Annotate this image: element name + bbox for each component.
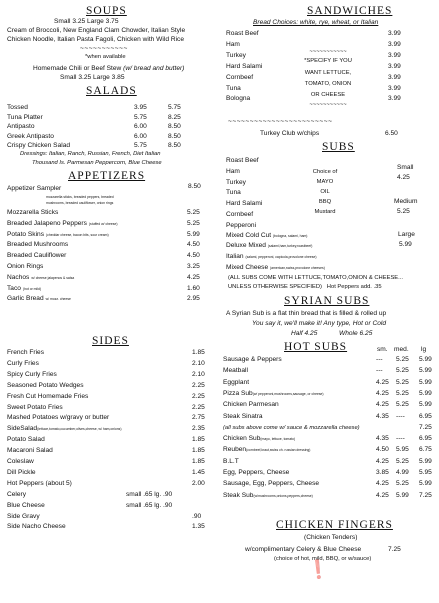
hot-sub-large-price: 5.95 <box>419 469 432 476</box>
hot-sub-medium-price: 5.25 <box>396 457 409 465</box>
sub-meat-name: Ham <box>226 167 240 175</box>
hot-sub-medium-price: 5.25 <box>396 367 409 375</box>
hot-sub-desc: (w/ pepperoni,mushrooms,sausage, or cheese) <box>252 391 324 396</box>
hot-sub-large-price: 5.99 <box>419 457 432 465</box>
sandwiches-bread: Bread Choices: white, rye, wheat, or Italian <box>253 19 379 26</box>
sandwich-note-1: ~~~~~~~~~~~ <box>309 49 347 55</box>
sandwich-name: Tuna <box>226 84 241 92</box>
hot-sub-large-price: 5.99 <box>419 367 432 375</box>
hot-sub-large-price: 6.95 <box>419 412 432 420</box>
sandwich-price: 3.99 <box>388 84 401 92</box>
hot-sub-row <box>223 368 248 375</box>
appetizer-name: Breaded Jalapeno Peppers <box>7 219 87 227</box>
hot-sub-medium-price: 5.95 <box>396 446 409 454</box>
sandwiches-heading: SANDWICHES <box>307 5 393 17</box>
chicken-fingers-price: 7.25 <box>388 546 401 553</box>
hot-sub-row <box>223 493 313 500</box>
chicken-fingers-heading: CHICKEN FINGERS <box>276 519 393 531</box>
salad-name: Antipasto <box>7 123 35 130</box>
salads-heading: SALADS <box>86 85 137 97</box>
salads-dressings-1: Dressings: Italian, Ranch, Russian, French, Diet Italian <box>20 151 161 157</box>
sub-meat-name: Hard Salami <box>226 200 263 208</box>
syrian-line-1: A Syrian Sub is a flat thin bread that is filled & rolled up <box>226 310 387 317</box>
appetizer-row <box>7 275 74 282</box>
hot-sub-desc: (w/mushrooms,onions,peppers,cheese) <box>253 493 313 498</box>
chicken-fingers-choice: (choice of hot, mild, BBQ, or w/sauce) <box>274 556 372 562</box>
sub-deluxe <box>226 243 312 250</box>
sub-mixed-cold <box>226 233 307 240</box>
hot-sub-medium-price: ---- <box>396 435 405 443</box>
salad-small-price: 5.75 <box>134 142 147 149</box>
hot-sub-small-price: 4.25 <box>376 401 389 409</box>
hot-sub-row <box>223 357 282 364</box>
subs-large-price: 5.99 <box>399 241 412 248</box>
subs-medium-label: Medium <box>394 198 418 205</box>
hot-sub-name: Steak Sinatra <box>223 412 263 420</box>
subs-unless-note <box>228 285 382 291</box>
syrian-whole: Whole 6.25 <box>339 330 373 337</box>
hot-sub-name: Eggplant <box>223 378 250 386</box>
appetizer-sampler-name: Appetizer Sampler <box>7 185 62 192</box>
side-row <box>7 437 45 444</box>
hot-sub-row <box>223 402 279 409</box>
side-name: Curly Fries <box>7 359 39 367</box>
appetizer-price: 5.25 <box>187 219 200 227</box>
sandwich-price: 3.99 <box>388 30 401 37</box>
hot-sub-medium-price: 5.25 <box>396 378 409 386</box>
subs-unless-text: UNLESS OTHERWISE SPECIFIED) <box>228 284 322 290</box>
hot-subs-col-sm: sm. <box>377 346 388 353</box>
appetizer-desc: (stuffed w/ cheese) <box>88 221 118 226</box>
salad-small-price: 3.95 <box>134 104 147 111</box>
salad-large-price: 8.50 <box>168 123 181 130</box>
homemade-line <box>33 66 184 73</box>
hot-sub-small-price: 4.35 <box>376 412 389 420</box>
side-price: 2.75 <box>192 414 205 422</box>
hot-sub-small-price: 4.25 <box>376 491 389 499</box>
side-price: 1.85 <box>192 447 205 455</box>
subs-small-price: 4.25 <box>397 174 410 181</box>
sandwich-name: Cornbeef <box>226 73 254 81</box>
side-name: Hot Peppers (about 5) <box>7 479 72 487</box>
sandwiches-dashes: ~~~~~~~~~~~~~~~~~~~~~~~~ <box>228 118 333 125</box>
hot-sub-medium-price: ---- <box>396 412 405 420</box>
subs-medium-price: 5.25 <box>397 208 410 215</box>
sandwich-name: Roast Beef <box>226 30 259 37</box>
side-row <box>7 361 39 368</box>
hot-sub-row <box>223 380 249 387</box>
hot-sub-large-price: 5.99 <box>419 389 432 397</box>
appetizer-row <box>7 253 68 260</box>
hot-sub-name: Meatball <box>223 367 248 375</box>
salad-large-price: 8.50 <box>168 142 181 149</box>
hot-sub-large-price: 6.95 <box>419 435 432 443</box>
hot-sub-row <box>223 459 239 466</box>
hot-sub-medium-price: 5.25 <box>396 480 409 488</box>
chicken-fingers-line: w/complimentary Celery & Blue Cheese <box>245 546 362 553</box>
side-price: 2.00 <box>192 479 205 487</box>
appetizer-desc: (hot or mild) <box>22 286 42 291</box>
side-row <box>7 350 44 357</box>
hot-sub-large-price: 6.75 <box>419 446 432 454</box>
sides-heading: SIDES <box>92 335 129 347</box>
side-row <box>7 470 36 477</box>
turkey-club-price: 6.50 <box>385 130 398 137</box>
sandwich-note-5: OR CHEESE <box>310 92 346 98</box>
side-price: 2.25 <box>192 392 205 400</box>
side-price: .90 <box>192 512 202 520</box>
salad-small-price: 6.00 <box>134 132 147 140</box>
hot-sub-small-price: 4.35 <box>376 435 389 443</box>
appetizer-price: 3.25 <box>187 263 200 270</box>
sandwich-note-6: ~~~~~~~~~~~ <box>309 102 347 108</box>
side-row <box>7 426 122 433</box>
appetizer-row <box>7 264 45 271</box>
homemade-note: (w/ bread and butter) <box>123 65 185 72</box>
side-name: SideSalad <box>7 425 38 433</box>
hot-sub-small-price: 4.25 <box>376 480 389 488</box>
appetizer-name: Breaded Mushrooms <box>7 241 69 249</box>
salad-name: Greek Antipasto <box>7 132 54 140</box>
salads-dressings-2: Thousand Is. Parmesan Peppercorn, Blue Cheese <box>32 160 162 166</box>
appetizer-row <box>7 232 109 239</box>
hot-sub-small-price: 3.85 <box>376 469 389 476</box>
side-price: 2.25 <box>192 381 205 389</box>
side-size-prices: small .65 lg. .90 <box>126 490 173 498</box>
appetizer-row <box>7 221 118 228</box>
side-row <box>7 415 109 422</box>
side-row <box>7 383 84 390</box>
side-price: 1.45 <box>192 468 205 476</box>
appetizer-desc: (cheddar cheese, bacon bits, sour cream) <box>46 232 109 237</box>
side-price: 2.35 <box>192 425 205 433</box>
sub-meat-name: Roast Beef <box>226 157 259 164</box>
sub-mixed-cheese-name: Mixed Cheese <box>226 264 269 271</box>
sub-italian-name: Italian <box>226 253 244 260</box>
side-price: 1.85 <box>192 458 205 465</box>
appetizer-price: 5.25 <box>187 209 200 216</box>
appetizers-heading: APPETIZERS <box>68 170 146 182</box>
hot-sub-name: Chicken Parmesan <box>223 401 279 409</box>
sub-condiment: Mustard <box>314 209 336 215</box>
hot-sub-name: Chicken Sub <box>223 435 261 443</box>
sub-italian <box>226 254 317 261</box>
side-row <box>7 524 66 531</box>
homemade-prices: Small 3.25 Large 3.85 <box>60 74 125 81</box>
sub-condiment: BBQ <box>318 199 332 205</box>
sub-italian-desc: (salami, pepperoni, capicola,provolone cheese) <box>245 255 317 259</box>
sub-deluxe-name: Deluxe Mixed <box>226 242 266 249</box>
side-name: Side Gravy <box>7 512 40 520</box>
salad-large-price: 8.25 <box>168 113 181 121</box>
side-desc: (lettuce,tomato,cucumber,olives,cheese, w/ ham,onions) <box>37 427 122 432</box>
syrian-half: Half 4.25 <box>291 330 318 337</box>
sub-condiment: Choice of <box>312 169 338 175</box>
hot-sub-large-price: 5.99 <box>419 356 432 363</box>
hot-sub-medium-price: 5.25 <box>396 389 409 397</box>
sub-mixed-cold-desc: (bologna, salami, ham) <box>272 234 308 238</box>
side-price: 2.25 <box>192 403 205 411</box>
appetizer-row <box>7 242 70 249</box>
sandwich-price: 3.99 <box>388 51 401 59</box>
appetizer-price: 4.25 <box>187 273 200 281</box>
subs-small-label: Small <box>397 164 414 171</box>
soups-heading: SOUPS <box>86 5 127 17</box>
sub-mixed-cheese <box>226 265 325 272</box>
sandwich-note-3: WANT LETTUCE, <box>304 70 352 76</box>
sub-condiment: MAYO <box>316 179 334 185</box>
sandwich-name: Bologna <box>226 95 251 103</box>
sub-meat-name: Tuna <box>226 189 241 197</box>
hot-sub-name: Reuben <box>223 446 247 454</box>
side-price: 1.35 <box>192 523 205 531</box>
side-price: 2.10 <box>192 370 205 378</box>
turkey-club-name: Turkey Club w/chips <box>260 130 320 137</box>
salad-name: Crispy Chicken Salad <box>7 142 71 149</box>
side-price: 2.10 <box>192 359 205 367</box>
hot-subs-heading: HOT SUBS <box>284 341 348 353</box>
sandwich-price: 3.99 <box>388 40 401 48</box>
hot-sub-small-price: 4.50 <box>376 446 389 454</box>
sandwich-price: 3.99 <box>388 73 401 81</box>
soups-line-1: Cream of Broccoli, New England Clam Chowder, Italian Style <box>7 27 186 34</box>
appetizer-price: 4.50 <box>187 252 200 260</box>
appetizer-row <box>7 286 41 293</box>
hot-sub-row <box>223 414 263 421</box>
sandwich-name: Turkey <box>226 51 246 59</box>
appetizer-price: 5.99 <box>187 230 200 238</box>
hot-subs-col-med: med. <box>394 346 409 353</box>
appetizer-desc: w/ mozz. cheese <box>45 297 71 302</box>
hot-sub-desc: (mayo, lettuce, tomato) <box>260 437 296 442</box>
appetizer-name: Garlic Bread <box>7 295 44 303</box>
side-name: Celery <box>7 490 27 498</box>
subs-large-label: Large <box>398 231 415 238</box>
sandwich-note-4: TOMATO, ONION <box>304 81 352 87</box>
hot-sub-medium-price: 5.99 <box>396 491 409 499</box>
side-name: Mashed Potatoes w/gravy or butter <box>7 414 110 422</box>
hot-sub-large-price: 5.99 <box>419 378 432 386</box>
salad-small-price: 5.75 <box>134 113 147 121</box>
hot-sub-medium-price: 4.99 <box>396 469 409 476</box>
hot-sub-name: Steak Sub <box>223 491 254 499</box>
hot-sub-row <box>223 436 295 443</box>
side-name: Spicy Curly Fries <box>7 370 57 378</box>
side-row <box>7 459 34 466</box>
side-row <box>7 503 45 510</box>
sandwich-name: Ham <box>226 40 240 48</box>
side-row <box>7 481 72 488</box>
hot-sub-desc: (all subs above come w/ sauce & mozzarella cheese) <box>223 424 360 431</box>
hot-sub-row <box>223 391 324 398</box>
hot-sub-small-price: --- <box>376 356 383 363</box>
subs-hot-peppers: Hot Peppers add. .35 <box>326 284 382 290</box>
side-row <box>7 372 57 379</box>
appetizer-name: Potato Skins <box>7 230 45 238</box>
side-row <box>7 394 88 401</box>
sub-deluxe-desc: (salami,ham,turkey,roastbeef) <box>267 244 313 248</box>
side-name: Fresh Cut Homemade Fries <box>7 392 89 400</box>
appetizer-name: Taco <box>7 284 21 292</box>
hot-sub-name: Sausage & Peppers <box>223 356 282 363</box>
appetizer-name: Mozzarella Sticks <box>7 209 59 216</box>
side-row <box>7 405 63 412</box>
salad-small-price: 6.00 <box>134 123 147 130</box>
sandwich-price: 3.99 <box>388 95 401 103</box>
side-name: Side Nacho Cheese <box>7 523 66 531</box>
side-price: 1.85 <box>192 436 205 444</box>
appetizer-sampler-desc-1: mozzarella sticks, breaded peppers, breaded <box>46 195 114 199</box>
hot-sub-medium-price: 5.25 <box>396 401 409 409</box>
appetizer-desc: w/ cheese jalapenos & salsa <box>31 275 75 280</box>
hot-sub-small-price: 4.25 <box>376 389 389 397</box>
side-name: Sweet Potato Fries <box>7 403 63 411</box>
side-row <box>7 448 53 455</box>
hot-sub-large-price: 7.25 <box>419 491 432 499</box>
hot-sub-row <box>223 425 360 432</box>
sub-condiment: OIL <box>320 189 330 195</box>
side-row <box>7 492 26 499</box>
hot-sub-large-price: 7.25 <box>419 423 432 431</box>
sub-meat-name: Pepperoni <box>226 221 257 229</box>
appetizer-sampler-desc-2: mushrooms, breaded cauliflower, onion rings <box>46 201 114 205</box>
side-name: Potato Salad <box>7 436 45 444</box>
hot-sub-name: Pizza Sub <box>223 389 253 397</box>
side-name: Seasoned Potato Wedges <box>7 381 84 389</box>
hot-sub-large-price: 5.99 <box>419 401 432 409</box>
syrian-line-2: You say it, we'll make it! Any type, Hot or Cold <box>252 320 387 327</box>
watermark-stamp: ❗ <box>306 558 331 581</box>
subs-heading: SUBS <box>322 141 355 153</box>
salad-large-price: 8.50 <box>168 132 181 140</box>
hot-sub-name: Sausage, Egg, Peppers, Cheese <box>223 480 320 488</box>
side-price: 1.85 <box>192 349 205 356</box>
subs-all-note: (ALL SUBS COME WITH LETTUCE,TOMATO,ONION & CHEESE... <box>228 275 404 281</box>
side-name: French Fries <box>7 349 45 356</box>
appetizer-row <box>7 210 60 217</box>
hot-sub-small-price: --- <box>376 367 383 375</box>
chicken-fingers-subtitle: (Chicken Tenders) <box>304 534 358 541</box>
sub-mixed-cheese-desc: (american,swiss,provolone cheeses) <box>270 266 325 270</box>
side-row <box>7 514 40 521</box>
appetizer-sampler-price: 8.50 <box>188 183 201 190</box>
appetizer-name: Onion Rings <box>7 263 44 270</box>
side-name: Macaroni Salad <box>7 447 53 455</box>
hot-sub-row <box>223 447 310 454</box>
sub-meat-name: Turkey <box>226 178 246 186</box>
hot-sub-desc: (cornbeef,kraut,swiss ch. russian dressing) <box>246 448 311 453</box>
sandwich-price: 3.99 <box>388 62 401 70</box>
syrian-subs-heading: SYRIAN SUBS <box>284 295 370 307</box>
side-name: Dill Pickle <box>7 468 36 476</box>
appetizer-name: Nachos <box>7 273 30 281</box>
hot-sub-medium-price: 5.25 <box>396 356 409 363</box>
sandwich-note-2: *SPECIFY IF YOU <box>304 58 352 64</box>
appetizer-price: 1.60 <box>187 284 200 292</box>
hot-sub-row <box>223 470 289 477</box>
sub-mixed-cold-name: Mixed Cold Cut <box>226 232 272 239</box>
soups-dashes: ~~~~~~~~~~~ <box>80 45 128 52</box>
appetizer-price: 2.95 <box>187 295 200 303</box>
hot-sub-row <box>223 481 319 488</box>
hot-sub-small-price: 4.25 <box>376 457 389 465</box>
appetizer-price: 4.50 <box>187 241 200 249</box>
side-name: Coleslaw <box>7 458 34 465</box>
side-name: Blue Cheese <box>7 501 45 509</box>
salad-name: Tuna Platter <box>7 113 43 121</box>
soups-prices: Small 3.25 Large 3.75 <box>54 18 119 25</box>
hot-sub-name: B.L.T <box>223 457 239 465</box>
hot-sub-name: Egg, Peppers, Cheese <box>223 469 290 476</box>
salad-name: Tossed <box>7 104 28 111</box>
side-size-prices: small .65 lg. .90 <box>126 501 173 509</box>
sub-meat-name: Cornbeef <box>226 211 254 218</box>
soups-line-2: Chicken Noodle, Italian Pasta Fagoli, Chicken with Wild Rice <box>7 36 185 43</box>
hot-subs-col-lg: lg <box>421 346 427 353</box>
hot-sub-large-price: 5.99 <box>419 480 432 488</box>
salad-large-price: 5.75 <box>168 104 181 111</box>
sandwich-name: Hard Salami <box>226 62 263 70</box>
appetizer-row <box>7 296 71 303</box>
homemade-text: Homemade Chili or Beef Stew <box>33 65 122 72</box>
soups-note: *when available <box>85 54 126 60</box>
hot-sub-small-price: 4.25 <box>376 378 389 386</box>
appetizer-name: Breaded Cauliflower <box>7 252 67 260</box>
